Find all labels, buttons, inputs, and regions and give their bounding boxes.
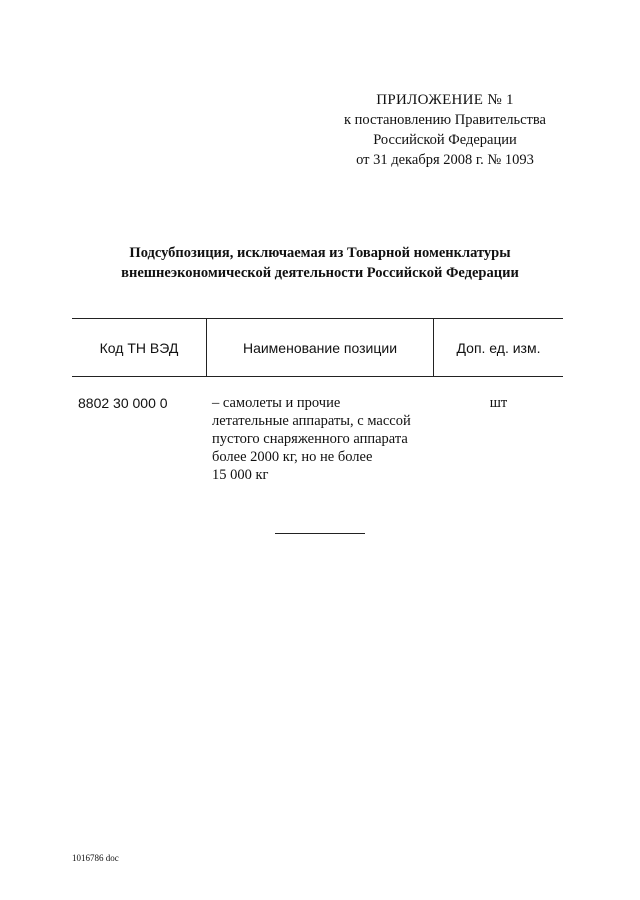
footer-doc-code: 1016786 doc: [72, 853, 119, 863]
document-heading: [60, 243, 580, 283]
cell-name-line: летательные аппараты, с массой: [212, 413, 411, 429]
table-top-rule: [72, 318, 563, 319]
cell-code: 8802 30 000 0: [78, 395, 168, 411]
heading-line-1: Подсубпозиция, исключаемая из Товарной номенклатуры: [129, 245, 511, 261]
annex-line-3: от 31 декабря 2008 г. № 1093: [356, 152, 534, 168]
cell-unit: шт: [489, 395, 508, 411]
cell-name-line: более 2000 кг, но не более: [212, 449, 373, 465]
annex-line-1: к постановлению Правительства: [344, 112, 546, 128]
cell-name-line: пустого снаряженного аппарата: [212, 431, 408, 447]
table-header-rule: [72, 376, 563, 377]
header-name: Наименование позиции: [242, 340, 398, 356]
end-of-document-rule: [275, 533, 365, 534]
annex-title: ПРИЛОЖЕНИЕ № 1: [376, 92, 514, 108]
cell-name: [212, 394, 427, 484]
annex-line-2: Российской Федерации: [373, 132, 517, 148]
header-unit: Доп. ед. изм.: [456, 340, 541, 356]
header-code: Код ТН ВЭД: [99, 340, 179, 356]
heading-line-2: внешнеэкономической деятельности Российской Федерации: [121, 265, 519, 281]
cell-name-line: – самолеты и прочие: [212, 395, 341, 411]
cell-name-line: 15 000 кг: [212, 467, 269, 483]
annex-block: [330, 90, 560, 170]
